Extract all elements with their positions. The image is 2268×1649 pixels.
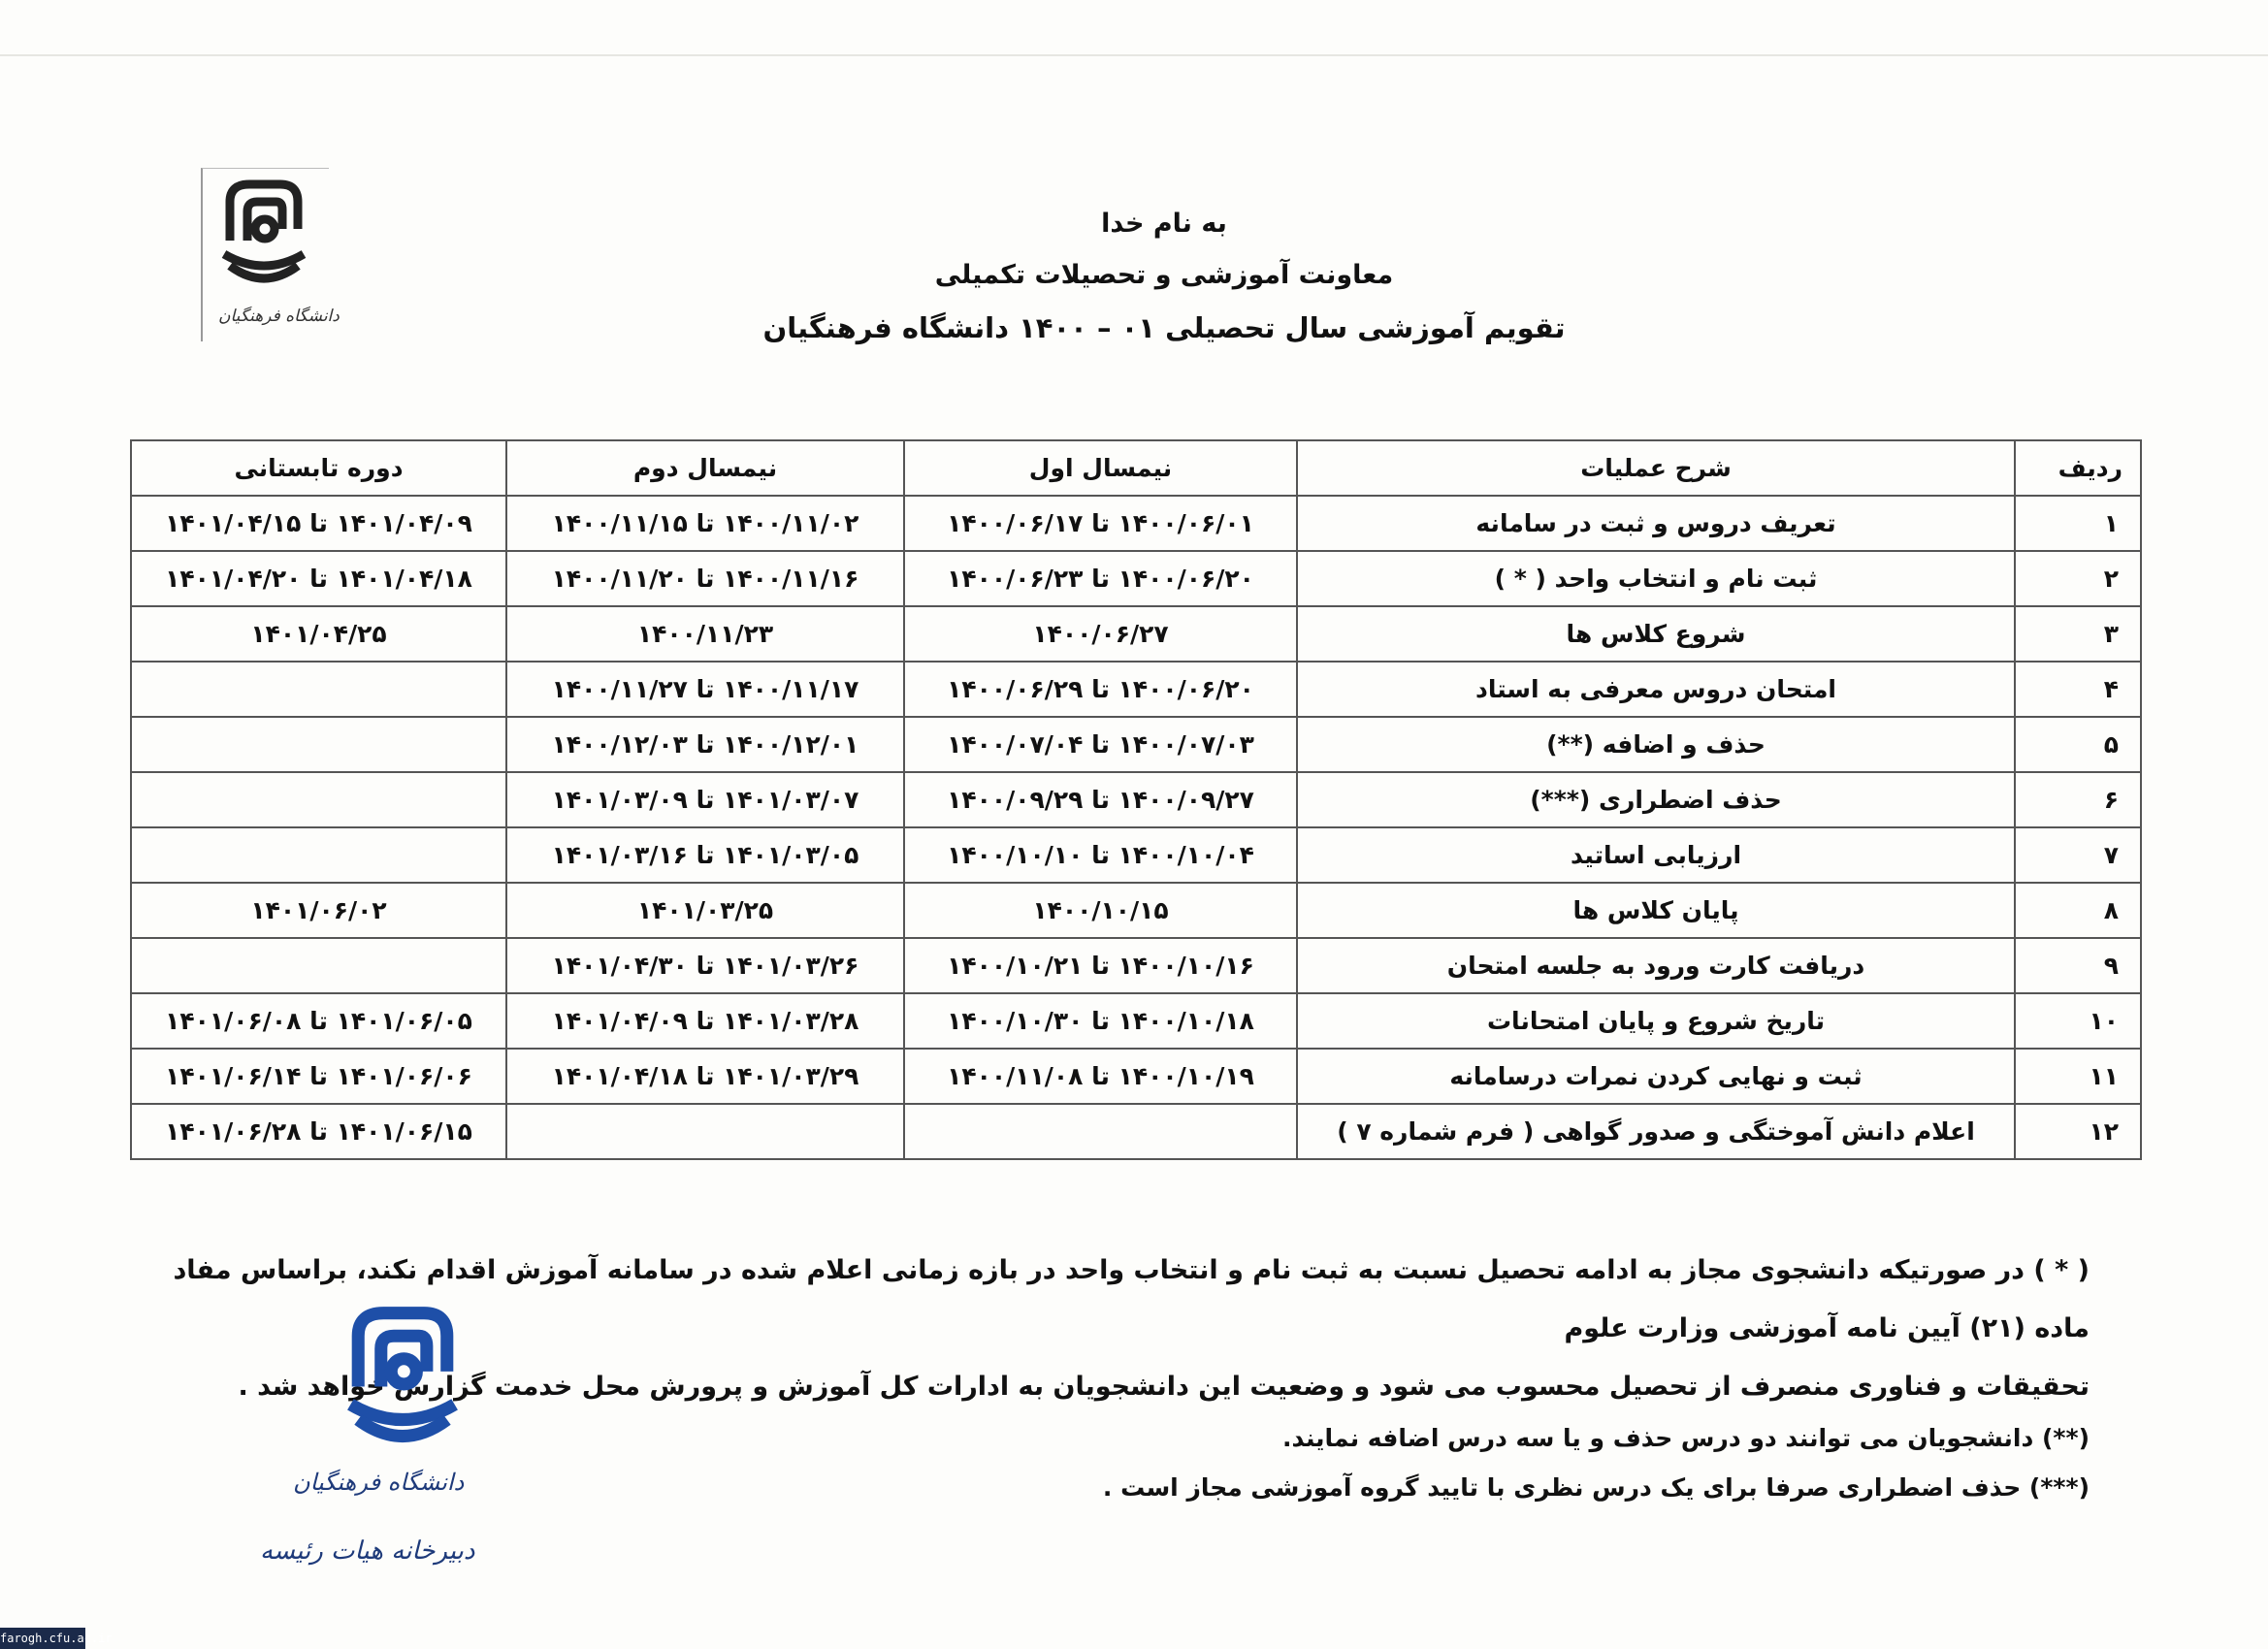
header-department: معاونت آموزشی و تحصیلات تکمیلی (934, 260, 1394, 290)
row-number-cell: ۱ (2015, 496, 2141, 551)
table-row (131, 827, 2141, 883)
row-number-cell: ۱۱ (2015, 1049, 2141, 1104)
semester-1-cell: ۱۴۰۰/۰۶/۲۷ (904, 606, 1297, 662)
row-number-cell: ۲ (2015, 551, 2141, 606)
academic-calendar-table (130, 439, 2142, 1160)
table-row (131, 772, 2141, 827)
semester-2-cell: ۱۴۰۱/۰۳/۲۵ (506, 883, 904, 938)
header-bismillah: به نام خدا (1101, 209, 1227, 239)
semester-1-cell: ۱۴۰۰/۱۰/۱۹ تا ۱۴۰۰/۱۱/۰۸ (904, 1049, 1297, 1104)
operation-cell: پایان کلاس ها (1297, 883, 2015, 938)
semester-2-cell: ۱۴۰۱/۰۳/۰۵ تا ۱۴۰۱/۰۳/۱۶ (506, 827, 904, 883)
university-logo-top (201, 168, 340, 341)
semester-2-cell: ۱۴۰۰/۱۱/۰۲ تا ۱۴۰۰/۱۱/۱۵ (506, 496, 904, 551)
table-row (131, 1049, 2141, 1104)
table-row (131, 1104, 2141, 1159)
summer-cell: ۱۴۰۱/۰۶/۰۵ تا ۱۴۰۱/۰۶/۰۸ (131, 993, 506, 1049)
row-number-cell: ۸ (2015, 883, 2141, 938)
semester-2-cell: ۱۴۰۰/۱۲/۰۱ تا ۱۴۰۰/۱۲/۰۳ (506, 717, 904, 772)
header-operation: شرح عملیات (1297, 440, 2015, 496)
table-row (131, 883, 2141, 938)
site-badge: farogh.cfu.ac.ir (0, 1628, 85, 1649)
summer-cell: ۱۴۰۱/۰۴/۰۹ تا ۱۴۰۱/۰۴/۱۵ (131, 496, 506, 551)
semester-2-cell: ۱۴۰۰/۱۱/۱۶ تا ۱۴۰۰/۱۱/۲۰ (506, 551, 904, 606)
summer-cell (131, 938, 506, 993)
semester-1-cell: ۱۴۰۰/۱۰/۱۸ تا ۱۴۰۰/۱۰/۳۰ (904, 993, 1297, 1049)
semester-1-cell: ۱۴۰۰/۱۰/۰۴ تا ۱۴۰۰/۱۰/۱۰ (904, 827, 1297, 883)
summer-cell: ۱۴۰۱/۰۶/۰۶ تا ۱۴۰۱/۰۶/۱۴ (131, 1049, 506, 1104)
summer-cell: ۱۴۰۱/۰۶/۰۲ (131, 883, 506, 938)
row-number-cell: ۴ (2015, 662, 2141, 717)
operation-cell: حذف و اضافه (**) (1297, 717, 2015, 772)
semester-1-cell: ۱۴۰۰/۱۰/۱۵ (904, 883, 1297, 938)
semester-2-cell: ۱۴۰۰/۱۱/۲۳ (506, 606, 904, 662)
table-row (131, 938, 2141, 993)
summer-cell: ۱۴۰۱/۰۶/۱۵ تا ۱۴۰۱/۰۶/۲۸ (131, 1104, 506, 1159)
summer-cell (131, 662, 506, 717)
table-row (131, 993, 2141, 1049)
table-row (131, 717, 2141, 772)
semester-2-cell (506, 1104, 904, 1159)
operation-cell: ثبت نام و انتخاب واحد ( * ) (1297, 551, 2015, 606)
footnote-3: (***) حذف اضطراری صرفا برای یک درس نظری با تایید گروه آموزشی مجاز است . (1102, 1473, 2090, 1502)
table-row (131, 662, 2141, 717)
table-header-row (131, 440, 2141, 496)
table-row (131, 606, 2141, 662)
semester-2-cell: ۱۴۰۰/۱۱/۱۷ تا ۱۴۰۰/۱۱/۲۷ (506, 662, 904, 717)
summer-cell (131, 772, 506, 827)
header-summer: دوره تابستانی (131, 440, 506, 496)
summer-cell: ۱۴۰۱/۰۴/۲۵ (131, 606, 506, 662)
row-number-cell: ۱۲ (2015, 1104, 2141, 1159)
footnote-2: (**) دانشجویان می توانند دو درس حذف و یا سه درس اضافه نمایند. (1282, 1424, 2090, 1452)
semester-1-cell: ۱۴۰۰/۱۰/۱۶ تا ۱۴۰۰/۱۰/۲۱ (904, 938, 1297, 993)
operation-cell: شروع کلاس ها (1297, 606, 2015, 662)
row-number-cell: ۱۰ (2015, 993, 2141, 1049)
operation-cell: دریافت کارت ورود به جلسه امتحان (1297, 938, 2015, 993)
row-number-cell: ۶ (2015, 772, 2141, 827)
row-number-cell: ۹ (2015, 938, 2141, 993)
semester-1-cell (904, 1104, 1297, 1159)
row-number-cell: ۳ (2015, 606, 2141, 662)
operation-cell: اعلام دانش آموختگی و صدور گواهی ( فرم شماره ۷ ) (1297, 1104, 2015, 1159)
document-header (679, 209, 1649, 366)
footnote-1-line-2: تحقیقات و فناوری منصرف از تحصیل محسوب می شود و وضعیت این دانشجویان به ادارات کل آموزش و پرورش محل خدمت گزارش خواهد شد . (238, 1372, 2090, 1402)
university-emblem-blue-icon (330, 1298, 475, 1463)
summer-cell (131, 717, 506, 772)
row-number-cell: ۷ (2015, 827, 2141, 883)
logo-caption: دانشگاه فرهنگیان (218, 307, 340, 326)
semester-2-cell: ۱۴۰۱/۰۳/۲۹ تا ۱۴۰۱/۰۴/۱۸ (506, 1049, 904, 1104)
header-row-number: ردیف (2015, 440, 2141, 496)
signature-text: دبیرخانه هیات رئیسه (260, 1536, 475, 1566)
operation-cell: ثبت و نهایی کردن نمرات درسامانه (1297, 1049, 2015, 1104)
semester-1-cell: ۱۴۰۰/۰۹/۲۷ تا ۱۴۰۰/۰۹/۲۹ (904, 772, 1297, 827)
operation-cell: امتحان دروس معرفی به استاد (1297, 662, 2015, 717)
semester-1-cell: ۱۴۰۰/۰۷/۰۳ تا ۱۴۰۰/۰۷/۰۴ (904, 717, 1297, 772)
university-emblem-icon (211, 173, 317, 299)
operation-cell: ارزیابی اساتید (1297, 827, 2015, 883)
header-semester-1: نیمسال اول (904, 440, 1297, 496)
header-semester-2: نیمسال دوم (506, 440, 904, 496)
operation-cell: تعریف دروس و ثبت در سامانه (1297, 496, 2015, 551)
operation-cell: حذف اضطراری (***) (1297, 772, 2015, 827)
summer-cell (131, 827, 506, 883)
semester-2-cell: ۱۴۰۱/۰۳/۰۷ تا ۱۴۰۱/۰۳/۰۹ (506, 772, 904, 827)
table-row (131, 551, 2141, 606)
table-row (131, 496, 2141, 551)
scan-edge-line (0, 54, 2268, 56)
summer-cell: ۱۴۰۱/۰۴/۱۸ تا ۱۴۰۱/۰۴/۲۰ (131, 551, 506, 606)
semester-2-cell: ۱۴۰۱/۰۳/۲۸ تا ۱۴۰۱/۰۴/۰۹ (506, 993, 904, 1049)
stamp-caption: دانشگاه فرهنگیان (293, 1469, 465, 1496)
row-number-cell: ۵ (2015, 717, 2141, 772)
semester-1-cell: ۱۴۰۰/۰۶/۲۰ تا ۱۴۰۰/۰۶/۲۳ (904, 551, 1297, 606)
footnote-1-line-1: ( * ) در صورتیکه دانشجوی مجاز به ادامه تحصیل نسبت به ثبت نام و انتخاب واحد در بازه زمانی اعلام شده در سامانه آموزش اقدام نکند، براساس مفاد ماده (۲۱) آیین نامه آموزشی وزارت علوم (173, 1255, 2090, 1343)
university-stamp-bottom (260, 1298, 475, 1589)
operation-cell: تاریخ شروع و پایان امتحانات (1297, 993, 2015, 1049)
semester-2-cell: ۱۴۰۱/۰۳/۲۶ تا ۱۴۰۱/۰۴/۳۰ (506, 938, 904, 993)
semester-1-cell: ۱۴۰۰/۰۶/۲۰ تا ۱۴۰۰/۰۶/۲۹ (904, 662, 1297, 717)
header-title: تقویم آموزشی سال تحصیلی ۰۱ – ۱۴۰۰ دانشگاه فرهنگیان (762, 311, 1566, 344)
semester-1-cell: ۱۴۰۰/۰۶/۰۱ تا ۱۴۰۰/۰۶/۱۷ (904, 496, 1297, 551)
